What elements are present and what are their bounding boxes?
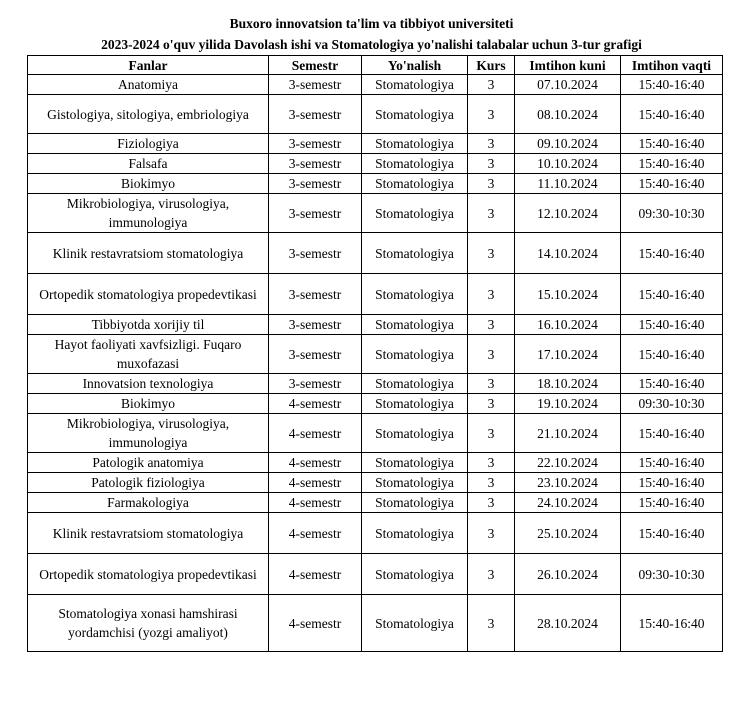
cell-semester: 4-semestr (269, 453, 362, 473)
cell-direction: Stomatologiya (362, 174, 468, 194)
table-row (28, 75, 723, 95)
cell-subject: Patologik fiziologiya (28, 473, 269, 493)
cell-semester: 3-semestr (269, 274, 362, 315)
cell-direction: Stomatologiya (362, 414, 468, 453)
cell-semester: 3-semestr (269, 374, 362, 394)
cell-course: 3 (468, 95, 515, 134)
cell-semester: 4-semestr (269, 513, 362, 554)
cell-exam-time: 15:40-16:40 (621, 233, 723, 274)
column-header-subject: Fanlar (28, 56, 269, 75)
cell-exam-date: 12.10.2024 (515, 194, 621, 233)
column-header-exam-time: Imtihon vaqti (621, 56, 723, 75)
cell-subject: Biokimyo (28, 174, 269, 194)
cell-exam-date: 28.10.2024 (515, 595, 621, 652)
cell-exam-time: 15:40-16:40 (621, 453, 723, 473)
cell-course: 3 (468, 414, 515, 453)
cell-course: 3 (468, 274, 515, 315)
cell-course: 3 (468, 335, 515, 374)
cell-exam-time: 15:40-16:40 (621, 315, 723, 335)
cell-exam-time: 15:40-16:40 (621, 174, 723, 194)
table-row (28, 473, 723, 493)
cell-course: 3 (468, 154, 515, 174)
cell-course: 3 (468, 473, 515, 493)
cell-direction: Stomatologiya (362, 394, 468, 414)
cell-exam-date: 24.10.2024 (515, 493, 621, 513)
cell-exam-time: 15:40-16:40 (621, 414, 723, 453)
cell-subject: Mikrobiologiya, virusologiya, immunologiya (28, 194, 269, 233)
column-header-exam-date: Imtihon kuni (515, 56, 621, 75)
table-row (28, 154, 723, 174)
cell-subject: Klinik restavratsiom stomatologiya (28, 233, 269, 274)
cell-subject: Hayot faoliyati xavfsizligi. Fuqaro muxofazasi (28, 335, 269, 374)
exam-schedule-table (27, 55, 723, 652)
cell-subject: Mikrobiologiya, virusologiya, immunologiya (28, 414, 269, 453)
cell-course: 3 (468, 374, 515, 394)
table-row (28, 595, 723, 652)
cell-direction: Stomatologiya (362, 374, 468, 394)
cell-course: 3 (468, 453, 515, 473)
cell-exam-time: 15:40-16:40 (621, 513, 723, 554)
cell-exam-time: 15:40-16:40 (621, 595, 723, 652)
cell-exam-date: 25.10.2024 (515, 513, 621, 554)
university-title: Buxoro innovatsion ta'lim va tibbiyot universiteti (229, 16, 514, 31)
cell-semester: 3-semestr (269, 134, 362, 154)
cell-exam-time: 15:40-16:40 (621, 95, 723, 134)
cell-exam-date: 19.10.2024 (515, 394, 621, 414)
cell-course: 3 (468, 194, 515, 233)
cell-subject: Patologik anatomiya (28, 453, 269, 473)
cell-semester: 3-semestr (269, 75, 362, 95)
table-row (28, 493, 723, 513)
cell-semester: 3-semestr (269, 233, 362, 274)
cell-exam-date: 07.10.2024 (515, 75, 621, 95)
cell-semester: 3-semestr (269, 315, 362, 335)
table-row (28, 453, 723, 473)
cell-direction: Stomatologiya (362, 134, 468, 154)
cell-subject: Innovatsion texnologiya (28, 374, 269, 394)
cell-exam-time: 15:40-16:40 (621, 335, 723, 374)
table-row (28, 414, 723, 453)
cell-subject: Biokimyo (28, 394, 269, 414)
cell-subject: Fiziologiya (28, 134, 269, 154)
cell-exam-date: 15.10.2024 (515, 274, 621, 315)
cell-course: 3 (468, 493, 515, 513)
cell-course: 3 (468, 174, 515, 194)
cell-exam-date: 14.10.2024 (515, 233, 621, 274)
cell-direction: Stomatologiya (362, 154, 468, 174)
cell-exam-date: 08.10.2024 (515, 95, 621, 134)
cell-course: 3 (468, 394, 515, 414)
schedule-title: 2023-2024 o'quv yilida Davolash ishi va Stomatologiya yo'nalishi talabalar uchun 3-tur grafigi (101, 37, 642, 52)
cell-exam-time: 15:40-16:40 (621, 493, 723, 513)
table-header-row (28, 56, 723, 75)
cell-course: 3 (468, 513, 515, 554)
cell-semester: 4-semestr (269, 394, 362, 414)
table-row (28, 174, 723, 194)
cell-direction: Stomatologiya (362, 233, 468, 274)
cell-semester: 3-semestr (269, 194, 362, 233)
cell-direction: Stomatologiya (362, 274, 468, 315)
cell-exam-time: 09:30-10:30 (621, 394, 723, 414)
cell-exam-date: 23.10.2024 (515, 473, 621, 493)
cell-subject: Falsafa (28, 154, 269, 174)
cell-semester: 3-semestr (269, 154, 362, 174)
cell-direction: Stomatologiya (362, 473, 468, 493)
cell-exam-time: 15:40-16:40 (621, 134, 723, 154)
cell-subject: Tibbiyotda xorijiy til (28, 315, 269, 335)
cell-direction: Stomatologiya (362, 75, 468, 95)
table-row (28, 315, 723, 335)
cell-exam-date: 09.10.2024 (515, 134, 621, 154)
cell-semester: 4-semestr (269, 595, 362, 652)
cell-exam-date: 21.10.2024 (515, 414, 621, 453)
cell-course: 3 (468, 554, 515, 595)
table-row (28, 194, 723, 233)
cell-exam-date: 17.10.2024 (515, 335, 621, 374)
cell-subject: Stomatologiya xonasi hamshirasi yordamchisi (yozgi amaliyot) (28, 595, 269, 652)
table-row (28, 335, 723, 374)
cell-exam-date: 11.10.2024 (515, 174, 621, 194)
cell-subject: Ortopedik stomatologiya propedevtikasi (28, 274, 269, 315)
cell-direction: Stomatologiya (362, 513, 468, 554)
column-header-direction: Yo'nalish (362, 56, 468, 75)
cell-course: 3 (468, 315, 515, 335)
cell-direction: Stomatologiya (362, 595, 468, 652)
cell-semester: 3-semestr (269, 95, 362, 134)
cell-direction: Stomatologiya (362, 453, 468, 473)
cell-exam-time: 15:40-16:40 (621, 374, 723, 394)
table-row (28, 134, 723, 154)
table-row (28, 274, 723, 315)
cell-subject: Ortopedik stomatologiya propedevtikasi (28, 554, 269, 595)
cell-direction: Stomatologiya (362, 335, 468, 374)
cell-semester: 4-semestr (269, 473, 362, 493)
cell-exam-date: 10.10.2024 (515, 154, 621, 174)
cell-semester: 4-semestr (269, 554, 362, 595)
cell-direction: Stomatologiya (362, 194, 468, 233)
table-row (28, 394, 723, 414)
cell-course: 3 (468, 595, 515, 652)
cell-exam-time: 09:30-10:30 (621, 554, 723, 595)
cell-direction: Stomatologiya (362, 315, 468, 335)
cell-subject: Farmakologiya (28, 493, 269, 513)
cell-semester: 3-semestr (269, 335, 362, 374)
column-header-semester: Semestr (269, 56, 362, 75)
cell-exam-time: 15:40-16:40 (621, 154, 723, 174)
cell-exam-time: 15:40-16:40 (621, 473, 723, 493)
cell-direction: Stomatologiya (362, 554, 468, 595)
table-row (28, 554, 723, 595)
table-row (28, 513, 723, 554)
cell-exam-date: 18.10.2024 (515, 374, 621, 394)
cell-exam-date: 26.10.2024 (515, 554, 621, 595)
cell-subject: Klinik restavratsiom stomatologiya (28, 513, 269, 554)
cell-course: 3 (468, 134, 515, 154)
cell-exam-date: 22.10.2024 (515, 453, 621, 473)
cell-exam-time: 09:30-10:30 (621, 194, 723, 233)
cell-exam-date: 16.10.2024 (515, 315, 621, 335)
cell-course: 3 (468, 233, 515, 274)
cell-direction: Stomatologiya (362, 493, 468, 513)
cell-subject: Anatomiya (28, 75, 269, 95)
cell-semester: 4-semestr (269, 414, 362, 453)
table-row (28, 374, 723, 394)
cell-direction: Stomatologiya (362, 95, 468, 134)
cell-course: 3 (468, 75, 515, 95)
table-row (28, 95, 723, 134)
table-row (28, 233, 723, 274)
column-header-course: Kurs (468, 56, 515, 75)
cell-exam-time: 15:40-16:40 (621, 75, 723, 95)
cell-exam-time: 15:40-16:40 (621, 274, 723, 315)
cell-semester: 4-semestr (269, 493, 362, 513)
cell-subject: Gistologiya, sitologiya, embriologiya (28, 95, 269, 134)
cell-semester: 3-semestr (269, 174, 362, 194)
